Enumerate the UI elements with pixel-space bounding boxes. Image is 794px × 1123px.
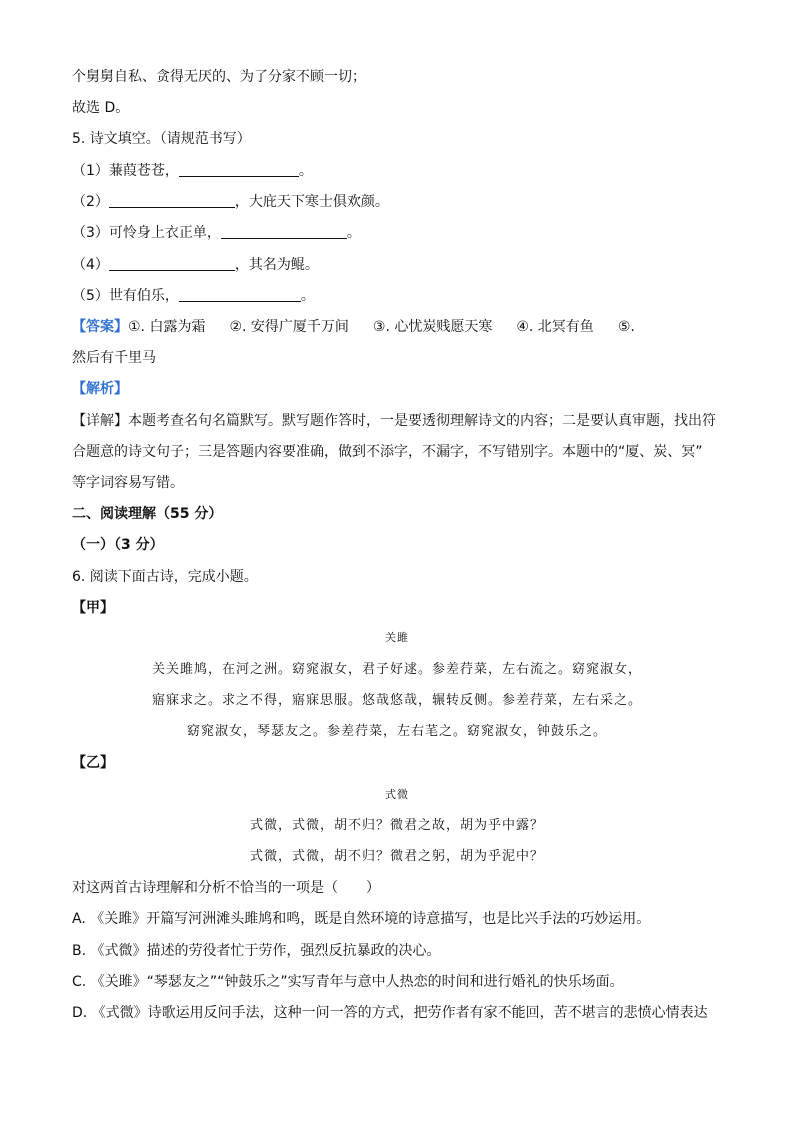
answer-2: ②. 安得广厦千万间: [229, 319, 349, 335]
option-d[interactable]: D. 《式微》诗歌运用反问手法，这种一问一答的方式，把劳作者有家不能回，苦不堪言的悲愤心情表达: [72, 1005, 708, 1021]
q5-item-3: （3）可怜身上衣正单， 。: [72, 225, 361, 241]
answer-1: ①. 白露为霜: [128, 319, 206, 335]
poem-2-title: 式微: [385, 788, 409, 801]
q5-answer-row: [72, 317, 659, 337]
poem-1-line: 关关雎鸠，在河之洲。窈窕淑女，君子好逑。参差荇菜，左右流之。窈窕淑女，: [151, 662, 642, 677]
answer-blank[interactable]: [109, 256, 235, 271]
q6-title: 6. 阅读下面古诗，完成小题。: [72, 569, 258, 585]
answer-blank[interactable]: [179, 162, 299, 177]
q5-item-1: （1）蒹葭苍苍， 。: [72, 163, 313, 179]
poem-2-line: 式微，式微，胡不归？微君之故，胡为乎中露？: [249, 818, 544, 833]
detail-line-3: 等字词容易写错。: [72, 475, 184, 491]
answer-tag: 【答案】: [72, 319, 128, 335]
answer-4: ④. 北冥有鱼: [516, 319, 594, 335]
prev-answer-line-2: 故选 D。: [72, 100, 130, 116]
q6-question: 对这两首古诗理解和分析不恰当的一项是（ ）: [72, 880, 380, 896]
answer-3: ③. 心忧炭贱愿天寒: [372, 319, 493, 335]
answer-blank[interactable]: [179, 287, 301, 302]
section-2-title: 二、阅读理解（55 分）: [72, 506, 223, 522]
q5-item-5: （5）世有伯乐， 。: [72, 288, 315, 304]
poem-1-title: 关雎: [385, 631, 409, 644]
q5-title: 5. 诗文填空。（请规范书写）: [72, 131, 251, 147]
detail-line-1: 【详解】本题考查名句名篇默写。默写题作答时，一是要透彻理解诗文的内容；二是要认真审题，找出符: [72, 413, 716, 429]
jia-tag: 【甲】: [72, 600, 114, 616]
option-b[interactable]: B. 《式微》描述的劳役者忙于劳作，强烈反抗暴政的决心。: [72, 943, 441, 959]
prev-answer-line-1: 个舅舅自私、贪得无厌的、为了分家不顾一切；: [72, 69, 366, 85]
poem-1-line: 寤寐求之。求之不得，寤寐思服。悠哉悠哉，辗转反侧。参差荇菜，左右采之。: [151, 693, 642, 708]
q5-item-4: （4） ，其名为鲲。: [72, 257, 319, 273]
yi-tag: 【乙】: [72, 755, 114, 771]
detail-line-2: 合题意的诗文句子；三是答题内容要准确，做到不添字，不漏字，不写错别字。本题中的“厦、炭、冥”: [72, 444, 703, 460]
answer-blank[interactable]: [109, 193, 235, 208]
option-a[interactable]: A. 《关雎》开篇写河洲滩头雎鸠和鸣，既是自然环境的诗意描写，也是比兴手法的巧妙运用。: [72, 911, 651, 927]
answer-5: ⑤.: [617, 319, 635, 335]
section-2-sub: （一）（3 分）: [72, 537, 164, 553]
option-c[interactable]: C. 《关雎》“琴瑟友之”“钟鼓乐之”实写青年与意中人热恋的时间和进行婚礼的快乐场面。: [72, 974, 624, 990]
poem-1-line: 窈窕淑女，琴瑟友之。参差荇菜，左右芼之。窈窕淑女，钟鼓乐之。: [186, 724, 607, 739]
analysis-tag: 【解析】: [72, 381, 128, 397]
answer-blank[interactable]: [221, 224, 347, 239]
q5-answer-continued: 然后有千里马: [72, 350, 156, 366]
q5-item-2: （2） ，大庇天下寒士俱欢颜。: [72, 194, 389, 210]
poem-2-line: 式微，式微，胡不归？微君之躬，胡为乎泥中？: [249, 849, 544, 864]
